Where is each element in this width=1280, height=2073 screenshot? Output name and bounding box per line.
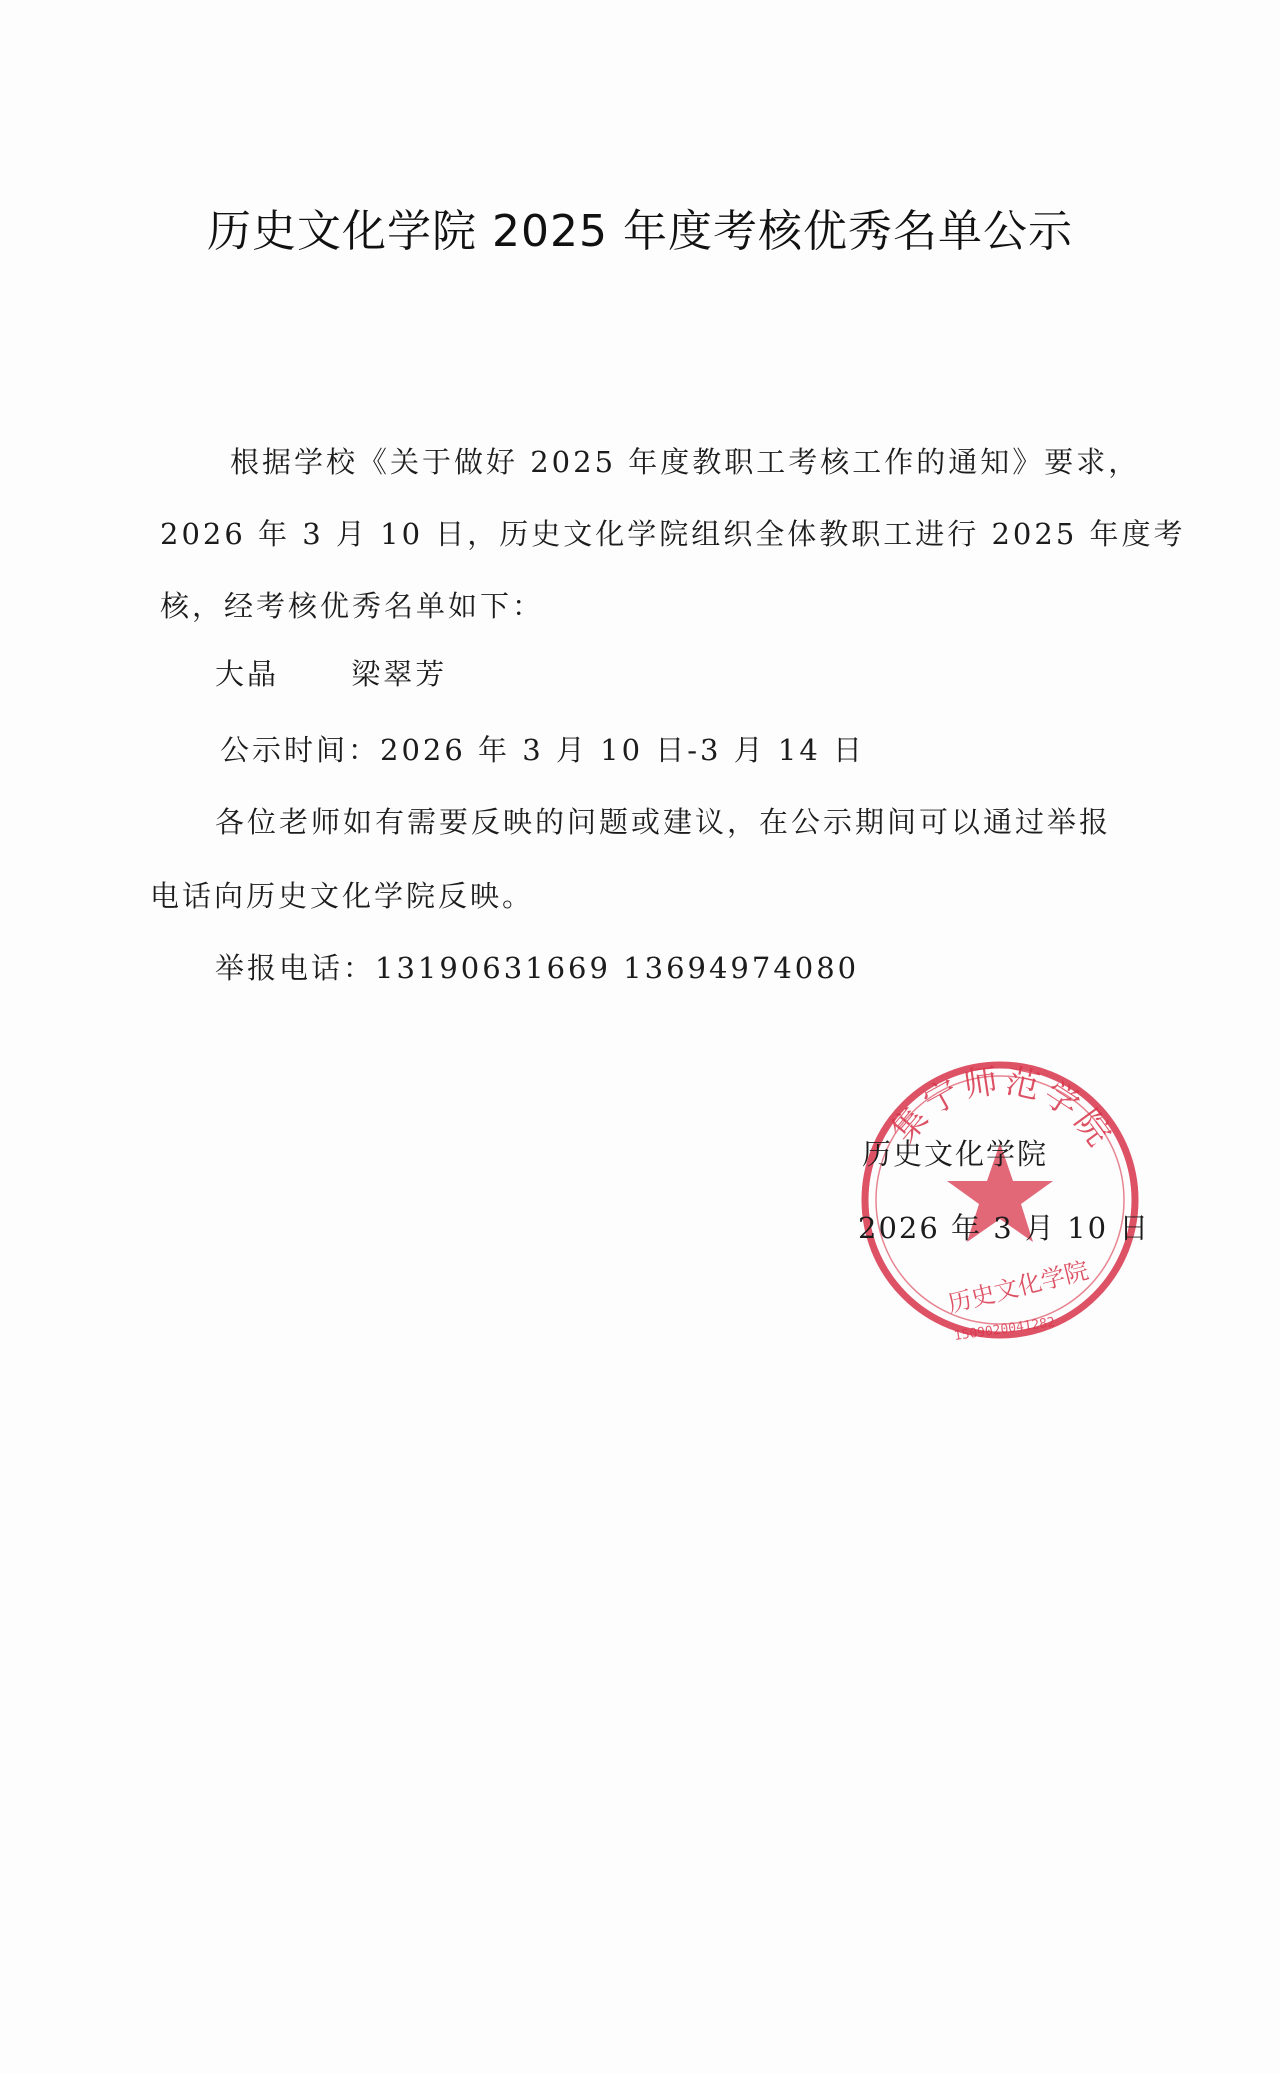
paragraph-line: 2026 年 3 月 10 日，历史文化学院组织全体教职工进行 2025 年度考 <box>160 517 1186 551</box>
document-title: 历史文化学院 2025 年度考核优秀名单公示 <box>207 206 1073 257</box>
svg-text:集宁师范学院: 集宁师范学院 <box>883 1060 1121 1157</box>
paragraph-line: 电话向历史文化学院反映。 <box>150 879 535 913</box>
signature-org: 历史文化学院 <box>862 1137 1049 1171</box>
paragraph-line: 各位老师如有需要反映的问题或建议，在公示期间可以通过举报 <box>215 805 1112 839</box>
paragraph-line: 根据学校《关于做好 2025 年度教职工考核工作的通知》要求， <box>230 445 1141 479</box>
official-seal <box>855 1055 1145 1345</box>
paragraph-line: 核，经考核优秀名单如下： <box>160 589 545 623</box>
name-item: 梁翠芳 <box>351 657 448 691</box>
name-item: 大晶 <box>215 657 280 691</box>
svg-text:历史文化学院: 历史文化学院 <box>944 1256 1092 1319</box>
svg-text:1509020041282: 1509020041282 <box>953 1315 1056 1345</box>
report-phone: 举报电话：13190631669 13694974080 <box>215 951 860 985</box>
publicity-period: 公示时间：2026 年 3 月 10 日-3 月 14 日 <box>220 733 866 767</box>
signature-date: 2026 年 3 月 10 日 <box>858 1211 1151 1245</box>
excellent-name-list <box>215 652 447 693</box>
